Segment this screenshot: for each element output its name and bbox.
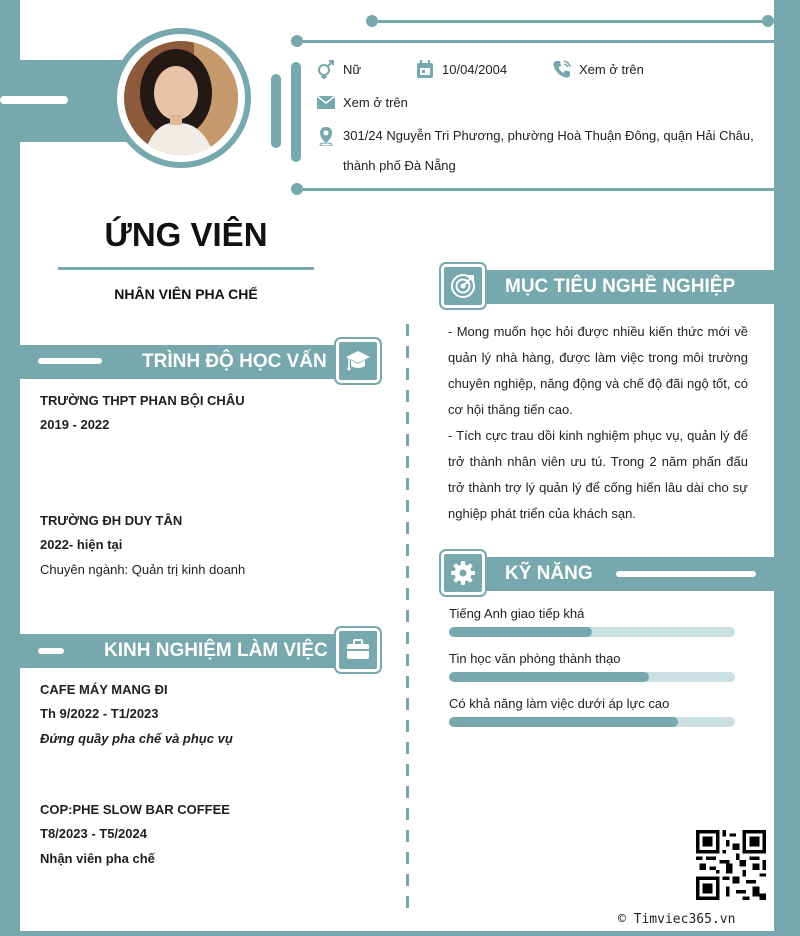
column-divider — [406, 324, 409, 908]
gender-icon — [316, 59, 336, 79]
education-header-dash — [38, 358, 102, 364]
birthday-value: 10/04/2004 — [442, 62, 508, 77]
skill-bar-fill — [449, 672, 649, 682]
desired-position: NHÂN VIÊN PHA CHẾ — [114, 286, 258, 302]
education-icon-box — [336, 339, 380, 383]
objective-icon-box — [441, 264, 485, 308]
education-school-1: TRƯỜNG THPT PHAN BỘI CHÂU — [40, 393, 245, 408]
skills-title: KỸ NĂNG — [505, 563, 593, 584]
candidate-name: ỨNG VIÊN — [104, 216, 268, 253]
objective-title: MỤC TIÊU NGHỀ NGHIỆP — [505, 276, 736, 297]
skill-bar-fill — [449, 627, 592, 637]
education-period-1: 2019 - 2022 — [40, 417, 110, 432]
band-accent-line — [0, 96, 68, 104]
mail-icon — [316, 92, 336, 112]
experience-company-2: COP:PHE SLOW BAR COFFEE — [40, 802, 230, 817]
qr-code — [696, 830, 766, 900]
location-icon — [316, 126, 336, 146]
experience-title: KINH NGHIỆM LÀM VIỆC — [104, 640, 328, 661]
skill-bar — [449, 672, 735, 682]
education-period-2: 2022- hiện tại — [40, 537, 123, 552]
calendar-icon — [415, 59, 435, 79]
contact-side-bar — [291, 62, 301, 162]
education-title: TRÌNH ĐỘ HỌC VẤN — [142, 351, 327, 372]
education-school-2: TRƯỜNG ĐH DUY TÂN — [40, 513, 183, 528]
experience-period-2: T8/2023 - T5/2024 — [40, 826, 147, 841]
contact-top-line — [296, 40, 774, 43]
graduation-cap-icon — [345, 348, 371, 374]
skills-icon-box — [441, 551, 485, 595]
gender-value: Nữ — [343, 62, 362, 77]
experience-role-1: Đứng quầy pha chế và phục vụ — [40, 731, 233, 746]
experience-role-2: Nhận viên pha chế — [40, 851, 155, 866]
contact-top-dot — [291, 35, 303, 47]
top-deco-line — [371, 20, 767, 23]
email-value: Xem ở trên — [343, 95, 408, 110]
bottom-frame-bar — [0, 931, 800, 936]
contact-bottom-line — [296, 188, 774, 191]
skill-label: Có khả năng làm việc dưới áp lực cao — [449, 696, 670, 711]
avatar — [124, 41, 238, 155]
top-deco-dot — [366, 15, 378, 27]
skill-label: Tin học văn phòng thành thạo — [449, 651, 621, 666]
skill-bar — [449, 717, 735, 727]
experience-header-dash — [38, 648, 64, 654]
objective-paragraph-2: - Tích cực trau dồi kinh nghiệm phục vụ, quản lý để trở thành nhân viên ưu tú. Trong 2 năm phấn đấu trở thành trợ lý quản lý để cống hiến lâu dài cho sự nghiệp phát triển của khách sạn. — [448, 428, 748, 521]
skill-bar — [449, 627, 735, 637]
avatar-side-bar — [271, 74, 281, 148]
address-line-1: 301/24 Nguyễn Tri Phương, phường Hoà Thuận Đông, quận Hải Châu, — [343, 128, 754, 143]
skills-header-dash — [616, 571, 756, 577]
address-line-2: thành phố Đà Nẵng — [343, 158, 456, 173]
objective-paragraph-1: - Mong muốn học hỏi được nhiều kiến thức mới về quản lý nhà hàng, được làm việc trong môi trường chuyên nghiệp, năng động và chế độ đãi ngộ tốt, có cơ hội thăng tiến cao. — [448, 324, 748, 417]
experience-icon-box — [336, 628, 380, 672]
briefcase-icon — [345, 637, 371, 663]
top-deco-dot-end — [762, 15, 774, 27]
phone-value: Xem ở trên — [579, 62, 644, 77]
contact-bottom-dot — [291, 183, 303, 195]
education-major-2: Chuyên ngành: Quản trị kinh doanh — [40, 562, 246, 577]
gear-icon — [450, 560, 476, 586]
experience-period-1: Th 9/2022 - T1/2023 — [40, 706, 159, 721]
experience-company-1: CAFE MÁY MANG ĐI — [40, 682, 168, 697]
site-watermark: © Timviec365.vn — [618, 912, 736, 927]
right-frame-bar — [774, 0, 800, 936]
skill-label: Tiếng Anh giao tiếp khá — [449, 606, 585, 621]
target-icon — [450, 273, 476, 299]
phone-icon — [552, 59, 572, 79]
name-underline — [58, 267, 314, 270]
skill-bar-fill — [449, 717, 678, 727]
